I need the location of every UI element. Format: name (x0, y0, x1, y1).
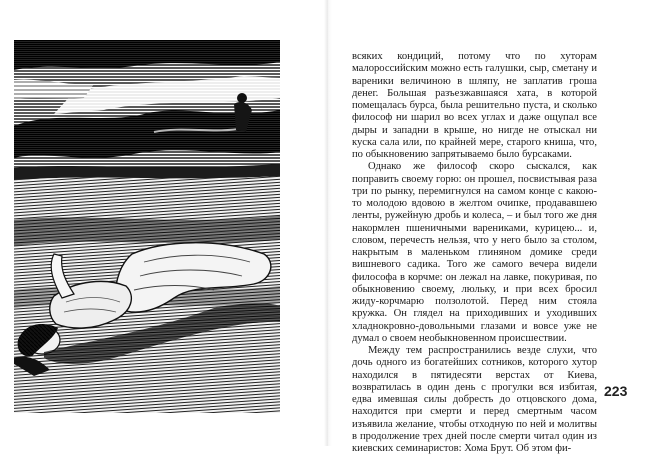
paragraph-2: Однако же философ скоро сыскался, как поправить своему горю: он прошел, посвистывая раза три по рынку, перемигнулся на самом конце с какою-то молодою вдовою в желтом очипке, продававшею ленты, ружейную дробь и колеса, – и был того же дня накормлен пшеничными варениками, курицею... и, словом, перечесть нельзя, что у него было за столом, накрытым в маленьком глиняном домике среди вишневого садика. Того же самого вечера видели философа в корчме: он лежал на лавке, покуривая, по обыкновению своему, люльку, и при всех бросил жиду-корчмарю ползолотой. Перед ним стояла кружка. Он глядел на приходивших и уходивших хладнокровно-довольными глазами и вовсе уже не думал о своем необыкновенном происшествии. (352, 161, 597, 344)
engraving-illustration (14, 40, 280, 413)
page-number: 223 (604, 383, 628, 399)
text-column (352, 51, 597, 455)
page-gutter (324, 0, 332, 446)
paragraph-1: всяких кондиций, потому что по хуторам малороссийским можно есть галушки, сыр, сметану и вареники величиною в шляпу, не заплатив гроша денег. Большая разъезжавшаяся хата, в которой помещалась бурса, была решительно пуста, и сколько философ ни шарил во всех углах и даже ощупал все дыры и западни в крыше, но нигде не отыскал ни куска сала или, по крайней мере, старого книша, что, по обыкновению запрятываемо было бурсаками. (352, 51, 597, 160)
paragraph-3: Между тем распространились везде слухи, что дочь одного из богатейших сотников, которого хутор находился в пятидесяти верстах от Киева, возвратилась в один день с прогулки вся избитая, едва имевшая силы добресть до отцовского дома, находится при смерти и перед смертным часом изъявила желание, чтобы отходную по ней и молитвы в продолжение трех дней после смерти читал один из киевских семинаристов: Хома Брут. Об этом фи- (352, 345, 597, 454)
illustration-drawing (14, 40, 280, 413)
